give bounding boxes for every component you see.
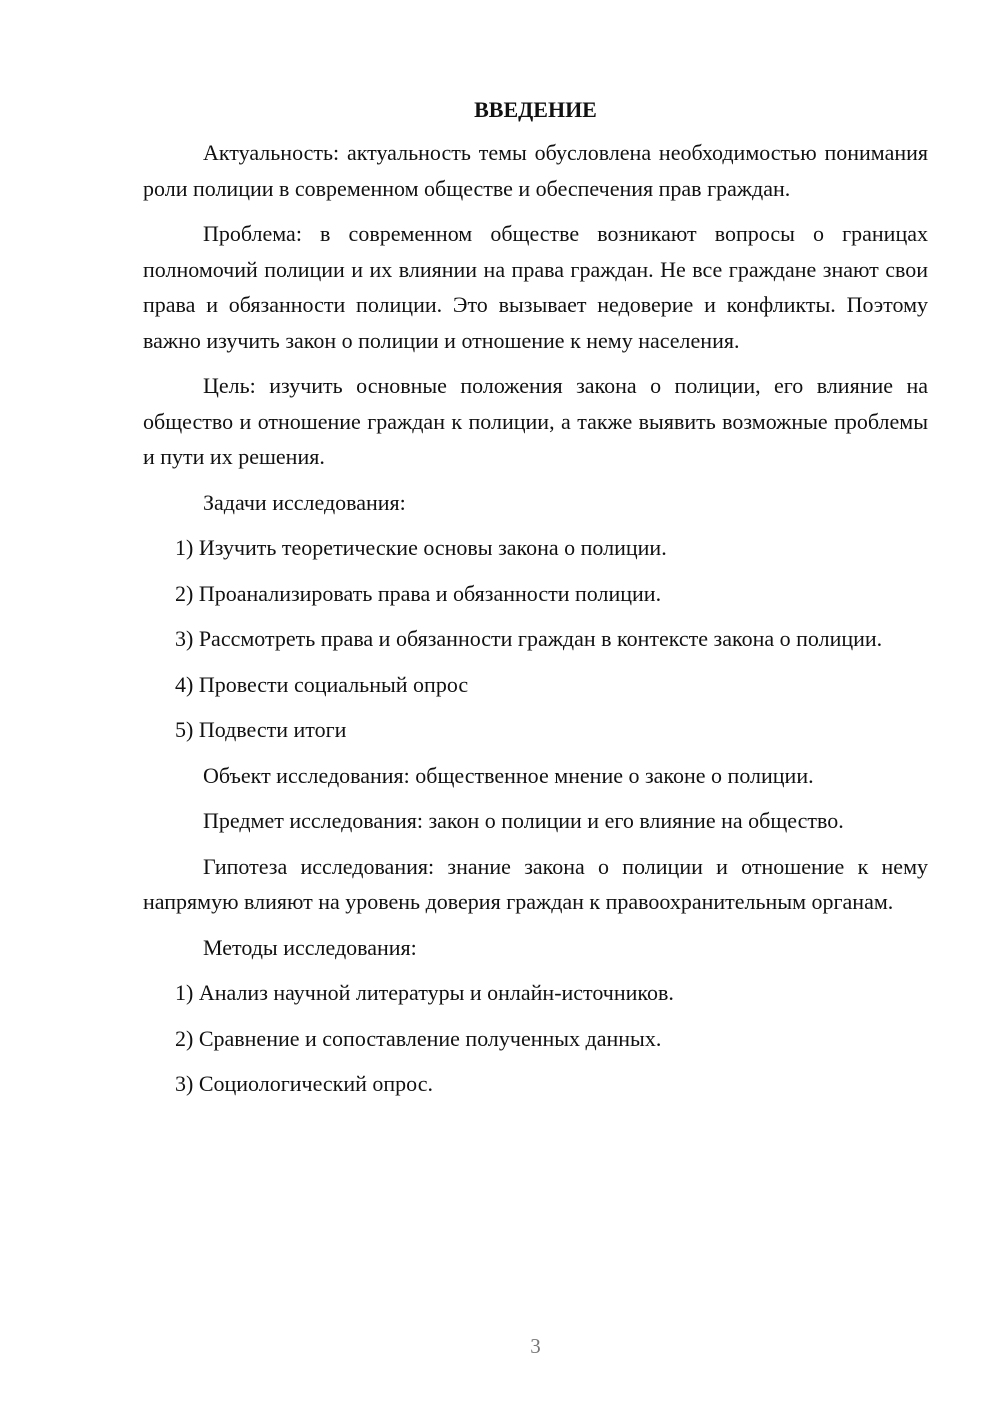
methods-heading: Методы исследования: — [203, 934, 417, 960]
research-subject-paragraph: Предмет исследования: закон о полиции и его влияние на общество. — [203, 808, 844, 833]
method-item: 1) Анализ научной литературы и онлайн-источников. — [175, 980, 674, 1005]
task-item: 3) Рассмотреть права и обязанности граждан в контексте закона о полиции. — [175, 626, 883, 651]
task-item: 4) Провести социальный опрос — [175, 671, 469, 697]
page-number: 3 — [530, 1334, 541, 1358]
method-item: 3) Социологический опрос. — [175, 1071, 433, 1096]
problem-paragraph: Проблема: в современном обществе возникают вопросы о границах полномочий полиции и их влиянии на права граждан. Не все граждане знают свои права и обязанности полиции. Это вызывает недоверие и конфликты. Поэтому важно изучить закон о полиции и отношение к нему населения. — [143, 221, 928, 353]
hypothesis-paragraph: Гипотеза исследования: знание закона о полиции и отношение к нему напрямую влияют на уровень доверия граждан к правоохранительным органам. — [143, 853, 928, 914]
goal-paragraph: Цель: изучить основные положения закона о полиции, его влияние на общество и отношение граждан к полиции, а также выявить возможные проблемы и пути их решения. — [143, 373, 928, 469]
task-item: 1) Изучить теоретические основы закона о полиции. — [175, 535, 667, 560]
document-body — [143, 94, 928, 1112]
relevance-paragraph: Актуальность: актуальность темы обусловлена необходимостью понимания роли полиции в современном обществе и обеспечения прав граждан. — [143, 140, 928, 201]
section-title: ВВЕДЕНИЕ — [474, 97, 597, 122]
method-item: 2) Сравнение и сопоставление полученных данных. — [175, 1025, 662, 1051]
tasks-heading: Задачи исследования: — [203, 489, 406, 515]
research-object-paragraph: Объект исследования: общественное мнение о законе о полиции. — [203, 762, 814, 788]
task-item: 5) Подвести итоги — [175, 717, 347, 742]
task-item: 2) Проанализировать права и обязанности полиции. — [175, 580, 662, 606]
